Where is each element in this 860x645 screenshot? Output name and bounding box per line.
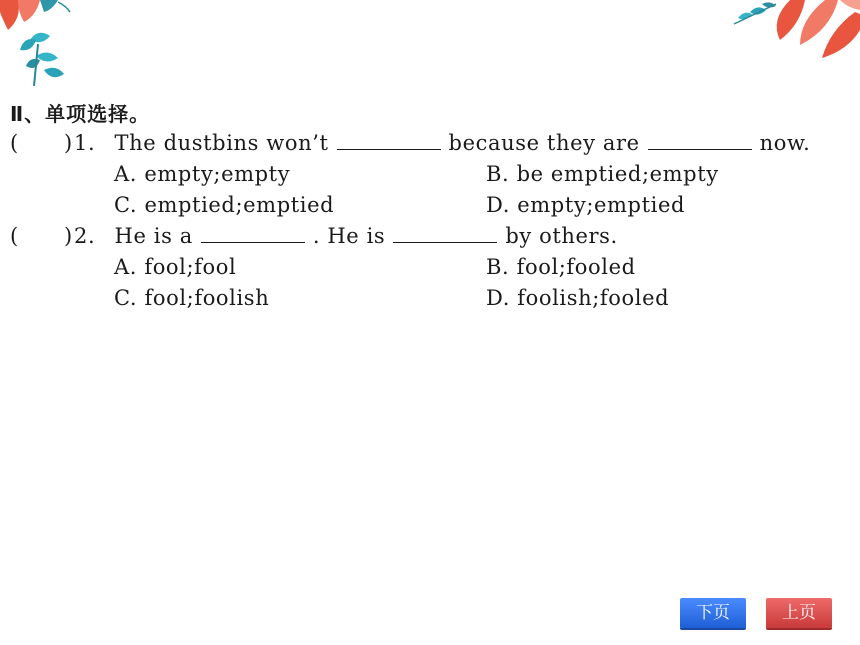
answer-paren-open-1: (: [10, 131, 19, 155]
question-number: 1.: [74, 131, 96, 155]
question-text: The dustbins won’t: [114, 131, 329, 155]
answer-paren-close-1: ): [64, 131, 73, 155]
floral-decoration-right: [730, 0, 860, 70]
previous-page-button[interactable]: 上页: [766, 598, 832, 628]
option-b: B. be emptied;empty: [486, 162, 719, 186]
section-title: Ⅱ、单项选择。: [10, 102, 151, 126]
option-c: C. fool;foolish: [114, 286, 270, 310]
question-text: He is a: [114, 224, 193, 248]
question-text: . He is: [312, 224, 386, 248]
answer-blank: [337, 131, 441, 150]
answer-blank: [201, 224, 305, 243]
option-a: A. fool;fool: [114, 255, 237, 279]
question-text: because they are: [448, 131, 640, 155]
floral-decoration-left: [0, 0, 90, 95]
question-number: 2.: [74, 224, 96, 248]
option-d: D. foolish;fooled: [486, 286, 670, 310]
question-text: by others.: [505, 224, 618, 248]
option-a: A. empty;empty: [114, 162, 291, 186]
option-d: D. empty;emptied: [486, 193, 686, 217]
answer-blank: [393, 224, 497, 243]
question-text: now.: [759, 131, 811, 155]
option-c: C. emptied;emptied: [114, 193, 335, 217]
question-2: [74, 224, 618, 248]
question-1: [74, 131, 810, 155]
answer-blank: [648, 131, 752, 150]
answer-paren-open-2: (: [10, 224, 19, 248]
option-b: B. fool;fooled: [486, 255, 636, 279]
answer-paren-close-2: ): [64, 224, 73, 248]
next-page-button[interactable]: 下页: [680, 598, 746, 628]
